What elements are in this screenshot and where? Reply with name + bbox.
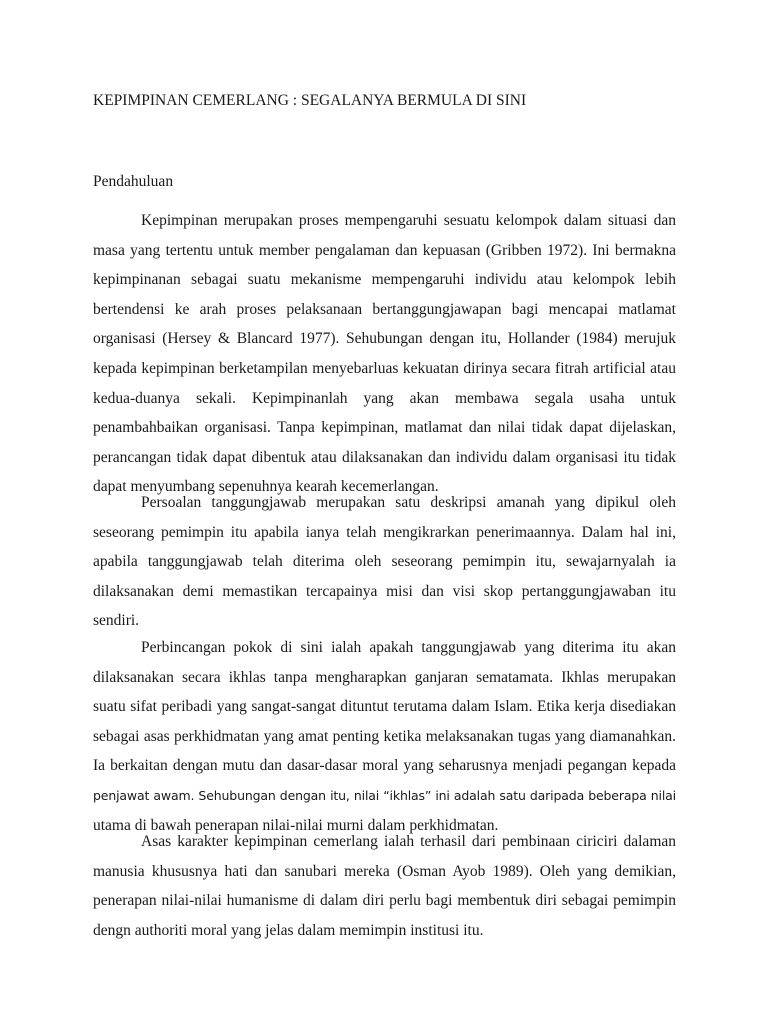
paragraph-1 xyxy=(93,206,676,502)
paragraph-line: Perbincangan pokok di sini ialah apakah tanggungjawab yang diterima itu akan xyxy=(141,639,676,656)
paragraph-line: dilaksanakan secara ikhlas tanpa mengharapkan ganjaran sematamata. Ikhlas merupakan xyxy=(93,668,676,686)
paragraph-line: apabila tanggungjawab telah diterima oleh seseorang pemimpin itu, sewajarnyalah ia xyxy=(93,553,676,571)
paragraph-line: bertendensi ke arah proses pelaksanaan bertanggungjawapan bagi mencapai matlamat xyxy=(93,300,676,318)
paragraph-line: penjawat awam. Sehubungan dengan itu, nilai “ikhlas” ini adalah satu daripada beberapa nilai xyxy=(93,787,676,803)
paragraph-line: manusia khususnya hati dan sanubari mereka (Osman Ayob 1989). Oleh yang demikian, xyxy=(93,862,676,880)
paragraph-line: perancangan tidak dapat dibentuk atau dilaksanakan dan individu dalam organisasi itu tidak xyxy=(93,448,676,466)
paragraph-line: Ia berkaitan dengan mutu dan dasar-dasar moral yang seharusnya menjadi pegangan kepada xyxy=(93,757,676,775)
paragraph-line: Kepimpinan merupakan proses mempengaruhi sesuatu kelompok dalam situasi dan xyxy=(141,212,676,229)
paragraph-line: utama di bawah penerapan nilai-nilai murni dalam perkhidmatan. xyxy=(93,816,499,834)
paragraph-line: dengn authoriti moral yang jelas dalam memimpin institusi itu. xyxy=(93,921,484,939)
paragraph-line: sebagai asas perkhidmatan yang amat penting ketika melaksanakan tugas yang diamanahkan. xyxy=(93,727,676,745)
paragraph-2 xyxy=(93,488,676,636)
paragraph-line: kepada kepimpinan berketampilan menyebarluas kekuatan dirinya secara fitrah artificial atau xyxy=(93,359,676,377)
paragraph-line: kedua-duanya sekali. Kepimpinanlah yang akan membawa segala usaha untuk xyxy=(93,389,676,407)
paragraph-line: penerapan nilai-nilai humanisme di dalam diri perlu bagi membentuk diri sebagai pemimpin xyxy=(93,892,676,910)
paragraph-line: dilaksanakan demi memastikan tercapainya misi dan visi skop pertanggungjawaban itu xyxy=(93,582,676,600)
paragraph-line: dapat menyumbang sepenuhnya kearah kecemerlangan. xyxy=(93,478,439,496)
paragraph-3 xyxy=(93,633,676,840)
paragraph-line: masa yang tertentu untuk member pengalaman dan kepuasan (Gribben 1972). Ini bermakna xyxy=(93,241,676,259)
document-title: KEPIMPINAN CEMERLANG : SEGALANYA BERMULA DI SINI xyxy=(93,92,527,109)
paragraph-line: kepimpinanan sebagai suatu mekanisme mempengaruhi individu atau kelompok lebih xyxy=(93,271,676,289)
paragraph-line: Persoalan tanggungjawab merupakan satu deskripsi amanah yang dipikul oleh xyxy=(141,494,676,511)
paragraph-line: suatu sifat peribadi yang sangat-sangat dituntut terutama dalam Islam. Etika kerja disediakan xyxy=(93,698,676,716)
paragraph-4 xyxy=(93,827,676,945)
paragraph-line: seseorang pemimpin itu apabila ianya telah mengikrarkan penerimaannya. Dalam hal ini, xyxy=(93,523,676,541)
paragraph-line: organisasi (Hersey & Blancard 1977). Sehubungan dengan itu, Hollander (1984) merujuk xyxy=(93,330,676,348)
paragraph-line: Asas karakter kepimpinan cemerlang ialah terhasil dari pembinaan ciriciri dalaman xyxy=(141,833,676,850)
paragraph-line: sendiri. xyxy=(93,612,140,630)
section-heading: Pendahuluan xyxy=(93,173,174,190)
paragraph-line: penambahbaikan organisasi. Tanpa kepimpinan, matlamat dan nilai tidak dapat dijelaskan, xyxy=(93,419,676,437)
